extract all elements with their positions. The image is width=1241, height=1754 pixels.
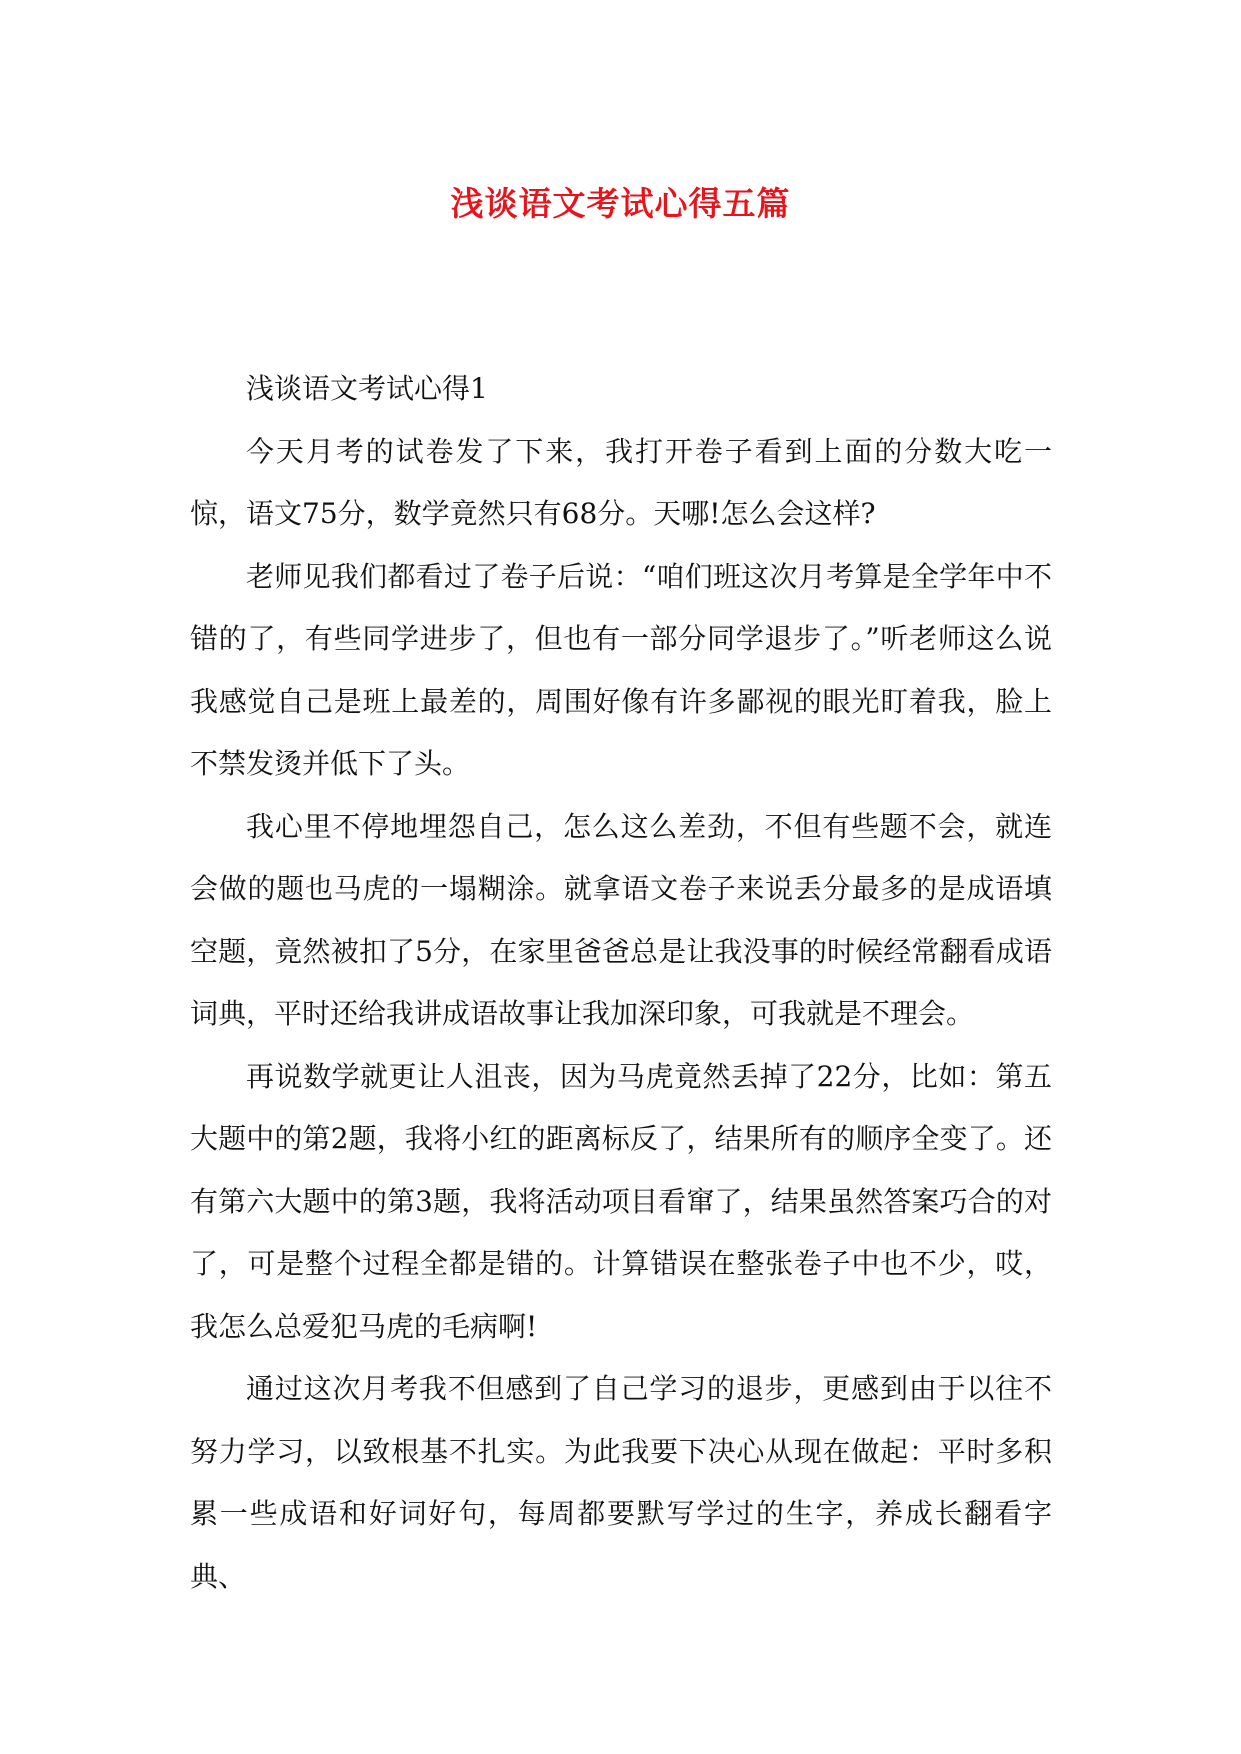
paragraph: 今天月考的试卷发了下来，我打开卷子看到上面的分数大吃一惊，语文75分，数学竟然只有68分。天哪!怎么会这样? xyxy=(190,434,1052,530)
paragraph: 再说数学就更让人沮丧，因为马虎竟然丢掉了22分，比如：第五大题中的第2题，我将小红的距离标反了，结果所有的顺序全变了。还有第六大题中的第3题，我将活动项目看窜了，结果虽然答案巧合的对了，可是整个过程全都是错的。计算错误在整张卷子中也不少，哎，我怎么总爱犯马虎的毛病啊! xyxy=(190,1059,1052,1343)
document-title: 浅谈语文考试心得五篇 xyxy=(450,184,791,224)
section-heading: 浅谈语文考试心得1 xyxy=(246,372,488,405)
document-body xyxy=(190,358,1052,1608)
paragraph: 我心里不停地埋怨自己，怎么这么差劲，不但有些题不会，就连会做的题也马虎的一塌糊涂。就拿语文卷子来说丢分最多的是成语填空题，竟然被扣了5分，在家里爸爸总是让我没事的时候经常翻看成语词典，平时还给我讲成语故事让我加深印象，可我就是不理会。 xyxy=(190,809,1052,1030)
paragraph: 老师见我们都看过了卷子后说：“咱们班这次月考算是全学年中不错的了，有些同学进步了，但也有一部分同学退步了。”听老师这么说我感觉自己是班上最差的，周围好像有许多鄙视的眼光盯着我，脸上不禁发烫并低下了头。 xyxy=(190,559,1052,780)
paragraph: 通过这次月考我不但感到了自己学习的退步，更感到由于以往不努力学习，以致根基不扎实。为此我要下决心从现在做起：平时多积累一些成语和好词好句，每周都要默写学过的生字，养成长翻看字典、 xyxy=(190,1372,1052,1593)
